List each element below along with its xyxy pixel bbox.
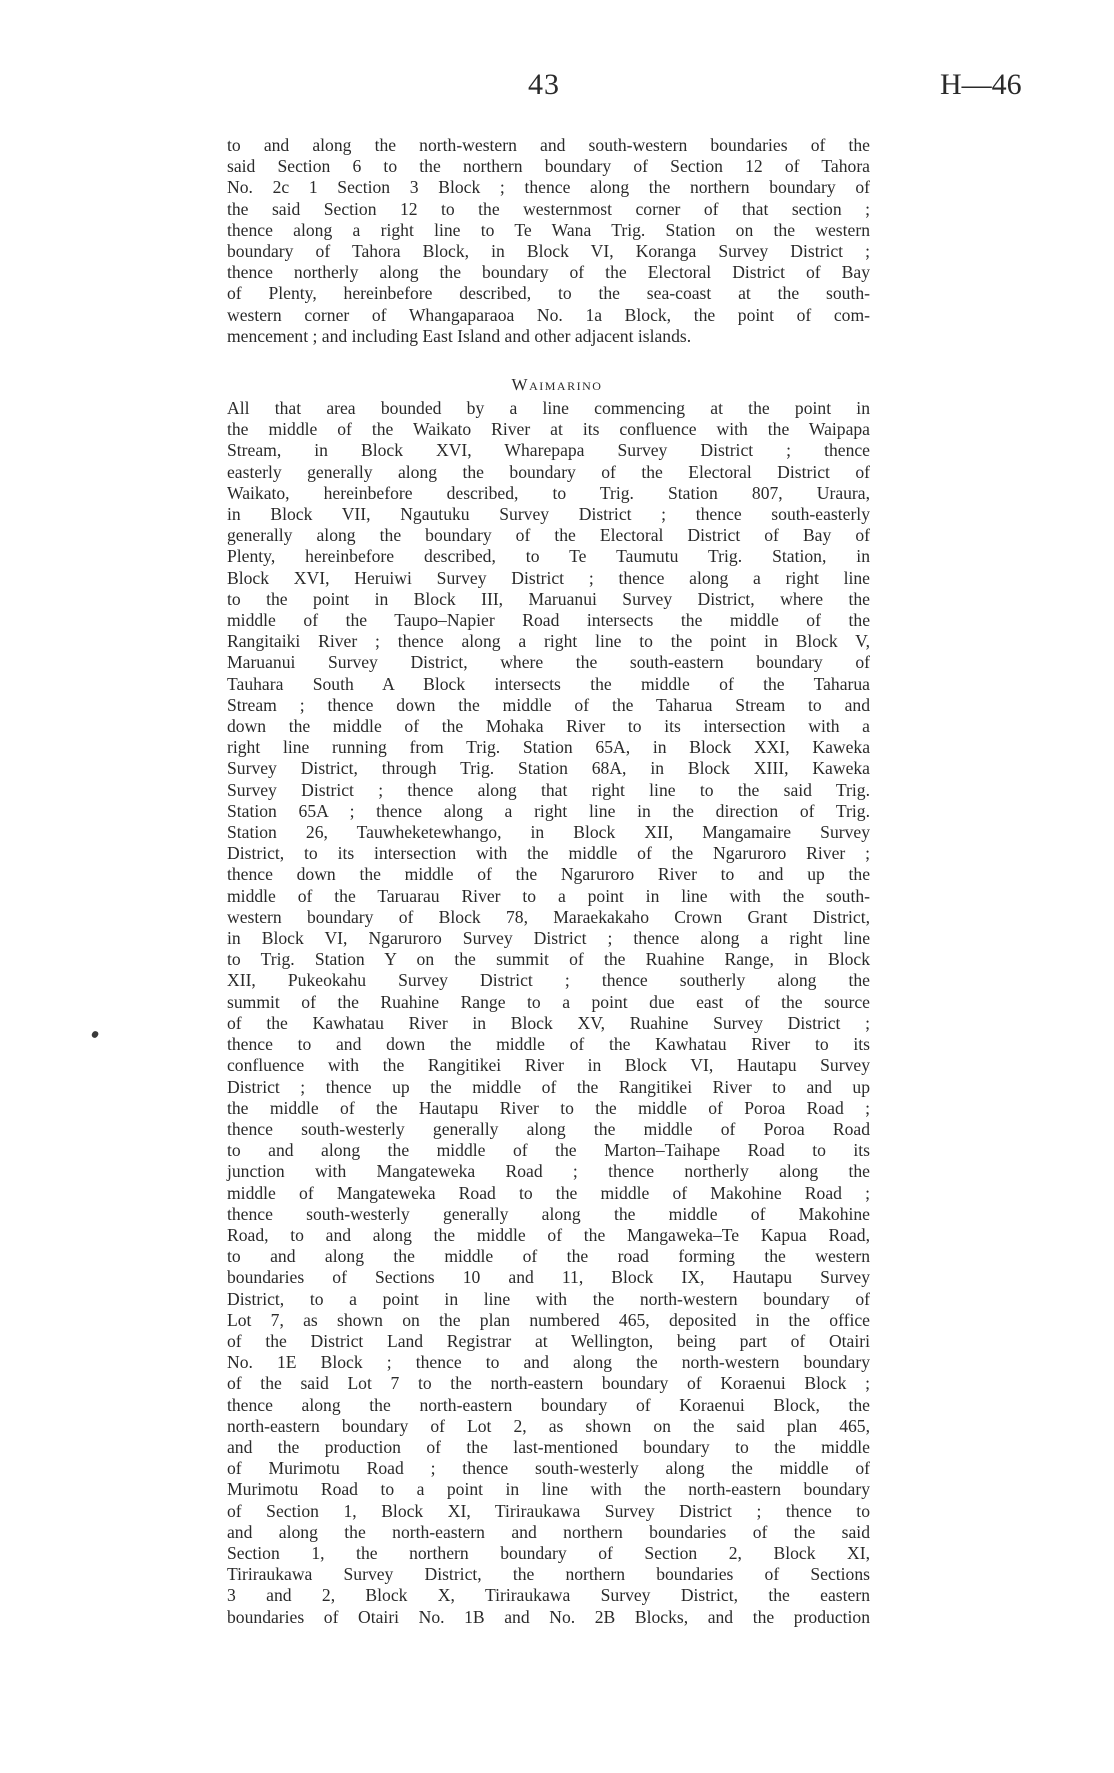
text-line: north-eastern boundary of Lot 2, as shown on the said plan 465, xyxy=(227,1415,870,1436)
text-line: thence along a right line to Te Wana Trig. Station on the western xyxy=(227,219,870,240)
text-line: the middle of the Waikato River at its confluence with the Waipapa xyxy=(227,419,870,440)
text-line: the said Section 12 to the westernmost corner of that section ; xyxy=(227,198,870,219)
text-line: Plenty, hereinbefore described, to Te Taumutu Trig. Station, in xyxy=(227,546,870,567)
text-line: Maruanui Survey District, where the south-eastern boundary of xyxy=(227,652,870,673)
text-line: said Section 6 to the northern boundary of Section 12 of Tahora xyxy=(227,156,870,177)
text-line: Lot 7, as shown on the plan numbered 465, deposited in the office xyxy=(227,1309,870,1330)
text-line: to and along the middle of the road forming the western xyxy=(227,1246,870,1267)
text-line: Station 65A ; thence along a right line in the direction of Trig. xyxy=(227,800,870,821)
text-line: to and along the middle of the Marton–Taihape Road to its xyxy=(227,1140,870,1161)
text-line: Survey District, through Trig. Station 68A, in Block XIII, Kaweka xyxy=(227,758,870,779)
text-line: Road, to and along the middle of the Mangaweka–Te Kapua Road, xyxy=(227,1224,870,1245)
text-line: Murimotu Road to a point in line with the north-eastern boundary xyxy=(227,1479,870,1500)
text-line: to Trig. Station Y on the summit of the Ruahine Range, in Block xyxy=(227,949,870,970)
text-line: thence to and down the middle of the Kawhatau River to its xyxy=(227,1034,870,1055)
text-line: No. 2c 1 Section 3 Block ; thence along the northern boundary of xyxy=(227,177,870,198)
text-line: Stream ; thence down the middle of the Taharua Stream to and xyxy=(227,694,870,715)
text-line: All that area bounded by a line commencing at the point in xyxy=(227,398,870,418)
text-line: middle of the Taruarau River to a point in line with the south- xyxy=(227,885,870,906)
text-line: boundaries of Sections 10 and 11, Block IX, Hautapu Survey xyxy=(227,1267,870,1288)
text-line: middle of the Taupo–Napier Road intersects the middle of the xyxy=(227,610,870,631)
text-line: junction with Mangateweka Road ; thence northerly along the xyxy=(227,1161,870,1182)
text-line: Waikato, hereinbefore described, to Trig. Station 807, Uraura, xyxy=(227,482,870,503)
text-line: Tauhara South A Block intersects the middle of the Taharua xyxy=(227,673,870,694)
text-line: the middle of the Hautapu River to the middle of Poroa Road ; xyxy=(227,1097,870,1118)
text-line: thence south-westerly generally along the middle of Makohine xyxy=(227,1203,870,1224)
text-line: to and along the north-western and south-western boundaries of the xyxy=(227,135,870,155)
text-line: of Murimotu Road ; thence south-westerly along the middle of xyxy=(227,1458,870,1479)
document-reference: H—46 xyxy=(940,68,1022,101)
text-line: boundaries of Otairi No. 1B and No. 2B Blocks, and the production xyxy=(227,1606,870,1627)
text-line: Rangitaiki River ; thence along a right line to the point in Block V, xyxy=(227,631,870,652)
text-line: of the said Lot 7 to the north-eastern boundary of Koraenui Block ; xyxy=(227,1373,870,1394)
text-line: No. 1E Block ; thence to and along the north-western boundary xyxy=(227,1352,870,1373)
text-line: generally along the boundary of the Electoral District of Bay of xyxy=(227,525,870,546)
text-line: down the middle of the Mohaka River to its intersection with a xyxy=(227,716,870,737)
ink-blot-mark xyxy=(91,1030,100,1039)
text-line: of Plenty, hereinbefore described, to the sea-coast at the south- xyxy=(227,283,870,304)
text-line: middle of Mangateweka Road to the middle of Makohine Road ; xyxy=(227,1182,870,1203)
text-line: western corner of Whangaparaoa No. 1a Block, the point of com- xyxy=(227,304,870,325)
text-line: thence northerly along the boundary of the Electoral District of Bay xyxy=(227,262,870,283)
section-heading: Waimarino xyxy=(511,375,603,394)
text-line: Tiriraukawa Survey District, the northern boundaries of Sections xyxy=(227,1564,870,1585)
opening-paragraph xyxy=(227,135,870,347)
text-line: western boundary of Block 78, Maraekakaho Crown Grant District, xyxy=(227,906,870,927)
text-line: District, to a point in line with the north-western boundary of xyxy=(227,1288,870,1309)
text-line: District ; thence up the middle of the Rangitikei River to and up xyxy=(227,1076,870,1097)
section-body xyxy=(227,398,870,1628)
text-line: of the District Land Registrar at Wellington, being part of Otairi xyxy=(227,1330,870,1351)
text-line: and the production of the last-mentioned boundary to the middle xyxy=(227,1436,870,1457)
text-line: right line running from Trig. Station 65A, in Block XXI, Kaweka xyxy=(227,737,870,758)
text-line: of Section 1, Block XI, Tiriraukawa Survey District ; thence to xyxy=(227,1500,870,1521)
text-line: thence down the middle of the Ngaruroro River to and up the xyxy=(227,864,870,885)
text-line: XII, Pukeokahu Survey District ; thence southerly along the xyxy=(227,970,870,991)
text-line: boundary of Tahora Block, in Block VI, Koranga Survey District ; xyxy=(227,241,870,262)
text-line: Survey District ; thence along that right line to the said Trig. xyxy=(227,779,870,800)
text-line: 3 and 2, Block X, Tiriraukawa Survey District, the eastern xyxy=(227,1585,870,1606)
text-line: in Block VI, Ngaruroro Survey District ; thence along a right line xyxy=(227,928,870,949)
text-line: of the Kawhatau River in Block XV, Ruahine Survey District ; xyxy=(227,1012,870,1033)
text-line: thence south-westerly generally along the middle of Poroa Road xyxy=(227,1118,870,1139)
page-number: 43 xyxy=(528,68,560,101)
text-line: Block XVI, Heruiwi Survey District ; thence along a right line xyxy=(227,567,870,588)
text-line: Section 1, the northern boundary of Section 2, Block XI, xyxy=(227,1542,870,1563)
text-line: thence along the north-eastern boundary of Koraenui Block, the xyxy=(227,1394,870,1415)
text-line: Stream, in Block XVI, Wharepapa Survey District ; thence xyxy=(227,440,870,461)
text-line: mencement ; and including East Island and other adjacent islands. xyxy=(227,325,692,346)
text-line: District, to its intersection with the middle of the Ngaruroro River ; xyxy=(227,843,870,864)
text-line: summit of the Ruahine Range to a point due east of the source xyxy=(227,991,870,1012)
text-line: Station 26, Tauwheketewhango, in Block XII, Mangamaire Survey xyxy=(227,822,870,843)
text-line: easterly generally along the boundary of the Electoral District of xyxy=(227,461,870,482)
text-line: in Block VII, Ngautuku Survey District ; thence south-easterly xyxy=(227,504,870,525)
text-line: confluence with the Rangitikei River in Block VI, Hautapu Survey xyxy=(227,1055,870,1076)
text-line: to the point in Block III, Maruanui Survey District, where the xyxy=(227,588,870,609)
text-line: and along the north-eastern and northern boundaries of the said xyxy=(227,1521,870,1542)
